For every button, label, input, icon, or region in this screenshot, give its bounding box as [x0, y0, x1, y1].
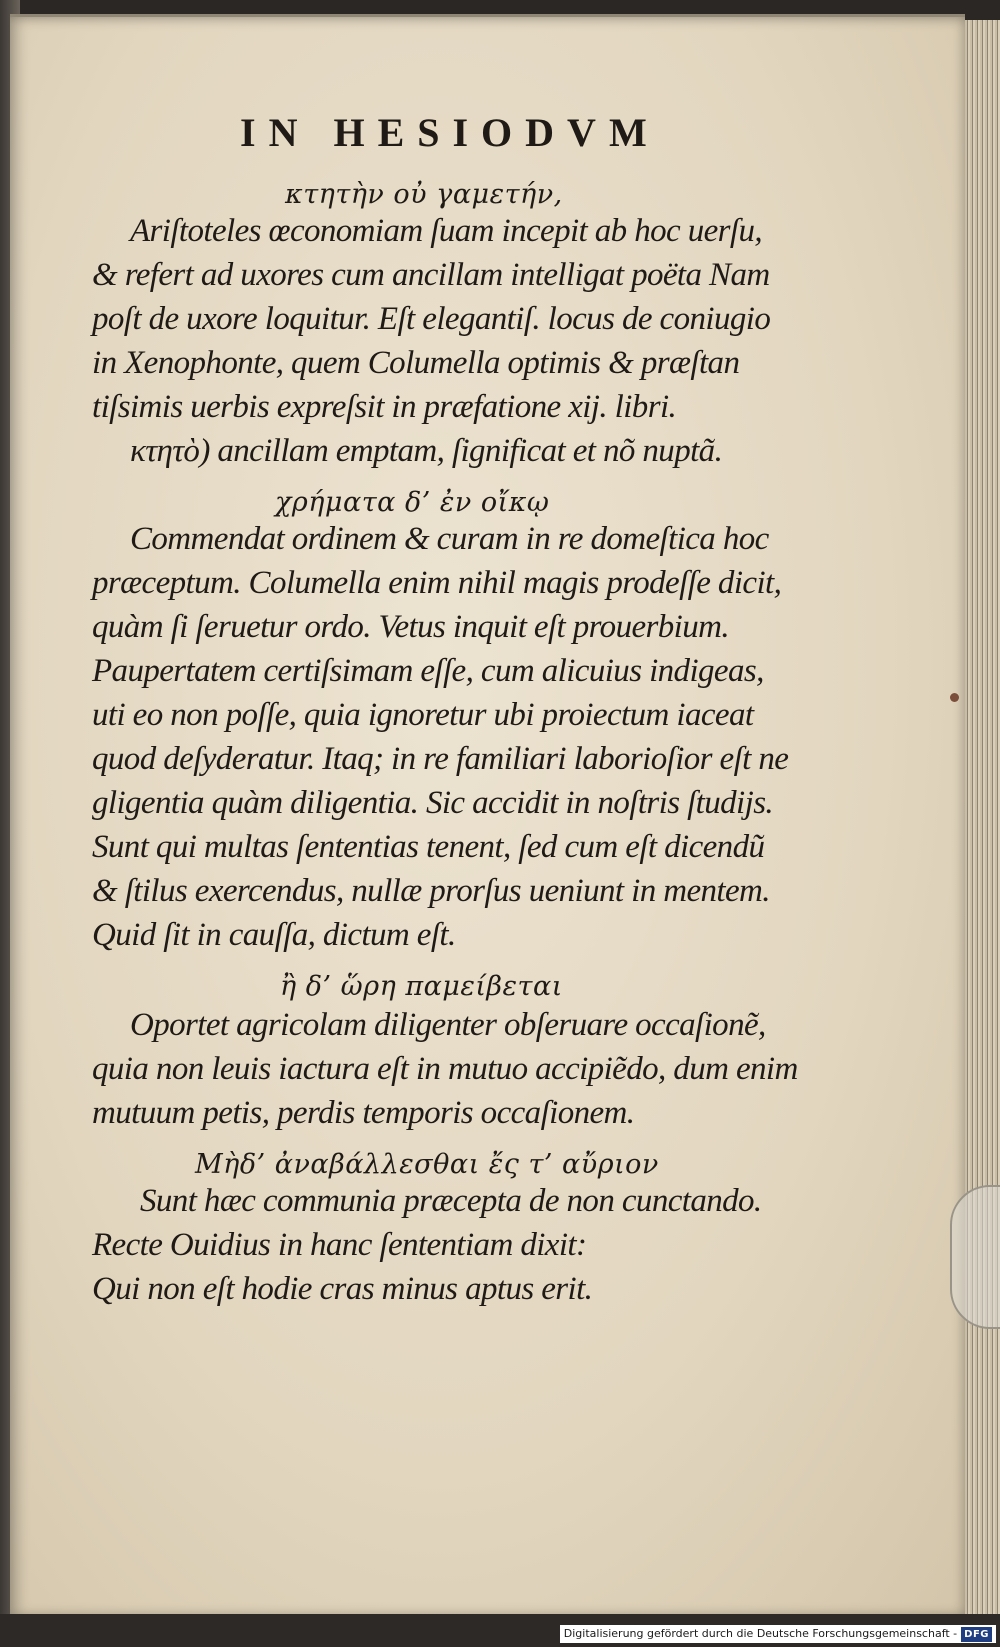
text-line: Ariſtoteles œconomiam ſuam incepit ab hoc uerſu,: [130, 213, 763, 249]
text-line: præceptum. Columella enim nihil magis prodeſſe dicit,: [92, 565, 782, 601]
text-line: κτητὸ) ancillam emptam, ſignificat et nõ nuptã.: [130, 433, 723, 469]
text-line: Oportet agricolam diligenter obſeruare occaſionẽ,: [130, 1007, 766, 1043]
text-line: quod deſyderatur. Itaq; in re familiari laborioſior eſt ne: [92, 741, 789, 777]
text-line: Commendat ordinem & curam in re domeſtica hoc: [130, 521, 769, 557]
text-line: Sunt qui multas ſententias tenent, ſed cum eſt dicendũ: [92, 829, 765, 865]
greek-lemma: ἢ δ’ ὥρη παμείβεται: [280, 971, 563, 1002]
text-line: Recte Ouidius in hanc ſententiam dixit:: [92, 1227, 587, 1263]
paper-stain: [950, 693, 959, 702]
greek-lemma: χρήματα δ’ ἐν οἴκῳ: [275, 487, 550, 518]
text-line: Quid ſit in cauſſa, dictum eſt.: [92, 917, 456, 953]
text-line: mutuum petis, perdis temporis occaſionem.: [92, 1095, 635, 1131]
book-page: [10, 14, 965, 1617]
text-line: Paupertatem certiſsimam eſſe, cum alicuius indigeas,: [92, 653, 764, 689]
text-line: poſt de uxore loquitur. Eſt elegantiſ. locus de coniugio: [92, 301, 771, 337]
text-line: & refert ad uxores cum ancillam intelligat poëta Nam: [92, 257, 770, 293]
greek-lemma: κτητὴν οὐ γαμετήν,: [285, 179, 563, 210]
text-line: & ſtilus exercendus, nullæ prorſus ueniunt in mentem.: [92, 873, 770, 909]
text-line: uti eo non poſſe, quia ignoretur ubi proiectum iaceat: [92, 697, 754, 733]
greek-lemma: Μὴδ’ ἀναβάλλεσθαι ἔς τ’ αὔριον: [195, 1149, 659, 1180]
text-line: Qui non eſt hodie cras minus aptus erit.: [92, 1271, 593, 1307]
page-clip: [950, 1185, 1000, 1329]
text-line: quàm ſi ſeruetur ordo. Vetus inquit eſt prouerbium.: [92, 609, 730, 645]
page-stack-edge: [965, 20, 1000, 1620]
dfg-logo: DFG: [961, 1627, 992, 1642]
credit-text: Digitalisierung gefördert durch die Deutsche Forschungsgemeinschaft -: [563, 1627, 958, 1640]
digitization-credit: [560, 1625, 996, 1643]
text-line: in Xenophonte, quem Columella optimis & præſtan: [92, 345, 740, 381]
text-line: tiſsimis uerbis expreſsit in præfatione xij. libri.: [92, 389, 677, 425]
text-line: Sunt hæc communia præcepta de non cunctando.: [140, 1183, 762, 1219]
text-line: quia non leuis iactura eſt in mutuo accipiẽdo, dum enim: [92, 1051, 798, 1087]
page-text: [10, 17, 965, 1617]
text-line: gligentia quàm diligentia. Sic accidit in noſtris ſtudijs.: [92, 785, 774, 821]
running-head: IN HESIODVM: [240, 110, 660, 155]
